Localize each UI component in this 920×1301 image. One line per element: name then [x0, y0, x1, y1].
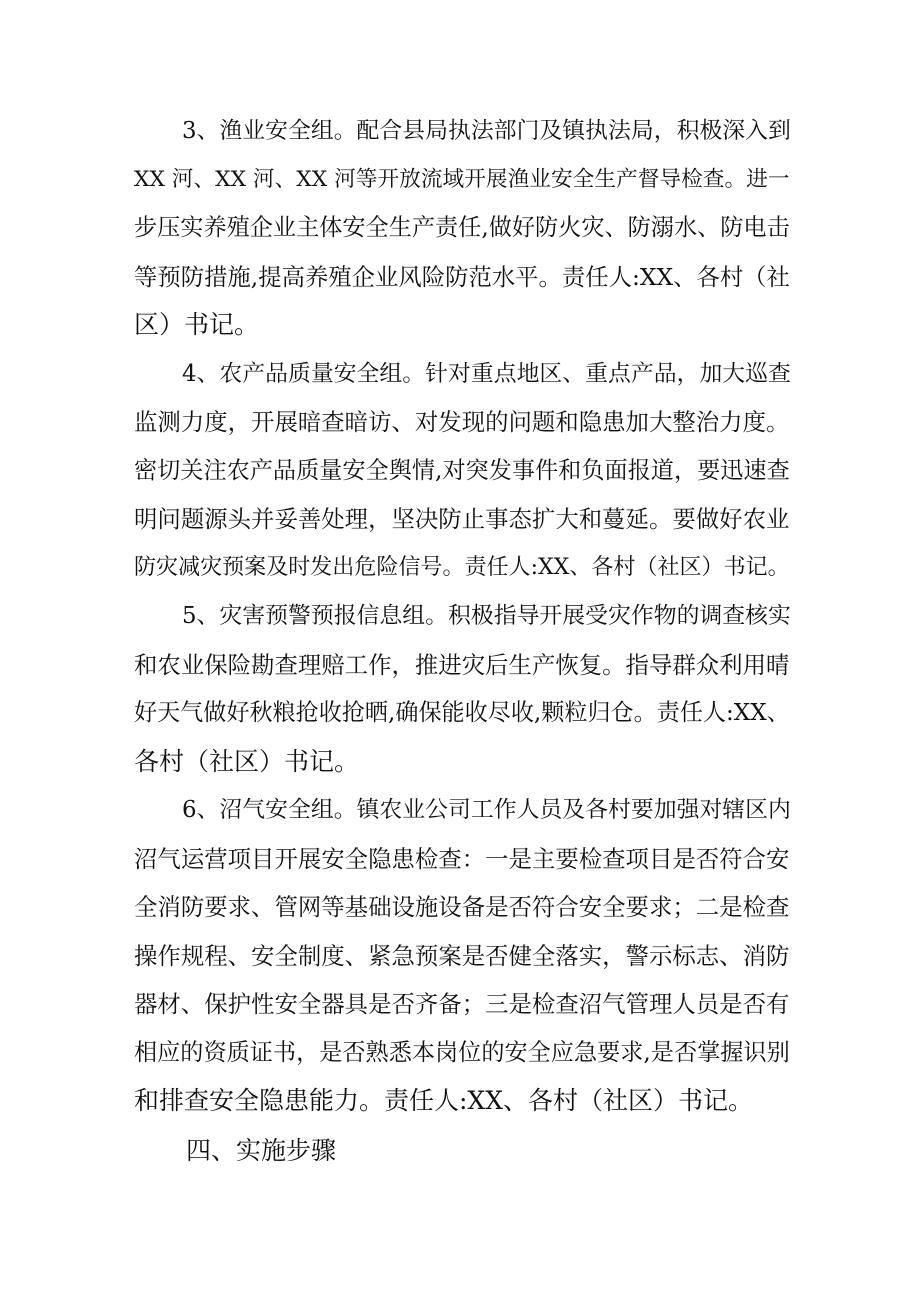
paragraph-5-line-1: 5、灾害预警预报信息组。积极指导开展受灾作物的调查核实 [182, 603, 791, 629]
paragraph-3-line-2: XX 河、XX 河、XX 河等开放流域开展渔业安全生产督导检查。进一 [134, 167, 790, 192]
paragraph-4-line-4: 明问题源头并妥善处理，坚决防止事态扩大和蔓延。要做好农业 [134, 505, 790, 533]
paragraph-6-line-2: 沼气运营项目开展安全隐患检查：一是主要检查项目是否符合安 [134, 845, 790, 873]
paragraph-5-line-2: 和农业保险勘查理赔工作，推进灾后生产恢复。指导群众利用晴 [134, 651, 790, 679]
paragraph-4-line-5: 防灾减灾预案及时发出危险信号。责任人:XX、各村（社区）书记。 [134, 555, 790, 580]
paragraph-4-line-2: 监测力度，开展暗查暗访、对发现的问题和隐患加大整治力度。 [134, 408, 790, 436]
paragraph-3-line-5: 区）书记。 [134, 310, 260, 339]
paragraph-6-line-1: 6、沼气安全组。镇农业公司工作人员及各村要加强对辖区内 [182, 797, 791, 823]
paragraph-6-line-5: 器材、保护性安全器具是否齐备；三是检查沼气管理人员是否有 [134, 990, 790, 1018]
paragraph-6-line-3: 全消防要求、管网等基础设施设备是否符合安全要求；二是检查 [134, 893, 790, 921]
section-heading-implementation-steps: 四、实施步骤 [186, 1136, 337, 1165]
paragraph-5-line-3: 好天气做好秋粮抢收抢晒,确保能收尽收,颗粒归仓。责任人:XX、 [134, 700, 790, 726]
paragraph-5-line-4: 各村（社区）书记。 [134, 747, 360, 776]
paragraph-6-line-4: 操作规程、安全制度、紧急预案是否健全落实，警示标志、消防 [134, 942, 790, 970]
paragraph-4-line-3: 密切关注农产品质量安全舆情,对突发事件和负面报道，要迅速查 [134, 458, 790, 484]
paragraph-4-line-1: 4、农产品质量安全组。针对重点地区、重点产品，加大巡查 [182, 361, 791, 387]
paragraph-3-line-3: 步压实养殖企业主体安全生产责任,做好防火灾、防溺水、防电击 [134, 215, 790, 241]
paragraph-6-line-7: 和排查安全隐患能力。责任人:XX、各村（社区）书记。 [134, 1086, 754, 1115]
paragraph-3-line-4: 等预防措施,提高养殖企业风险防范水平。责任人:XX、各村（社 [134, 263, 790, 291]
paragraph-3-line-1: 3、渔业安全组。配合县局执法部门及镇执法局，积极深入到 [182, 118, 791, 144]
paragraph-6-line-6: 相应的资质证书，是否熟悉本岗位的安全应急要求,是否掌握识别 [134, 1040, 790, 1066]
